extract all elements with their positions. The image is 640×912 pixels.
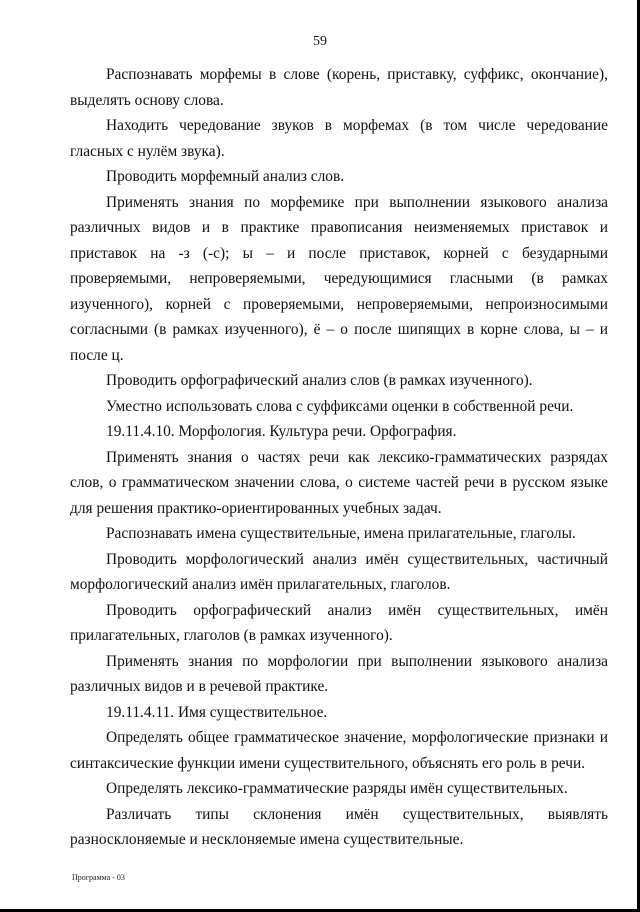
section-heading: 19.11.4.11. Имя существительное.	[106, 703, 328, 721]
page-footer: Программа - 03	[72, 873, 125, 882]
document-body	[70, 62, 608, 853]
page-number: 59	[313, 34, 327, 49]
paragraph: Определять общее грамматическое значение, морфологические признаки и синтаксические функции имени существительного, объяснять его роль в речи.	[70, 729, 608, 772]
paragraph: Проводить морфемный анализ слов.	[106, 168, 345, 185]
paragraph: Уместно использовать слова с суффиксами оценки в собственной речи.	[106, 397, 574, 415]
paragraph: Проводить орфографический анализ имён существительных, имён прилагательных, глаголов (в рамках изученного).	[70, 601, 608, 644]
paragraph: Проводить орфографический анализ слов (в рамках изученного).	[106, 372, 533, 389]
section-heading: 19.11.4.10. Морфология. Культура речи. Орфография.	[106, 423, 457, 440]
paragraph: Распознавать морфемы в слове (корень, приставку, суффикс, окончание), выделять основу слова.	[70, 66, 608, 109]
paragraph: Определять лексико-грамматические разряды имён существительных.	[106, 780, 568, 797]
paragraph: Применять знания по морфологии при выполнении языкового анализа различных видов и в речевой практике.	[70, 652, 608, 695]
paragraph: Различать типы склонения имён существительных, выявлять разносклоняемые и несклоняемые имена существительные.	[70, 805, 608, 848]
paragraph: Проводить морфологический анализ имён существительных, частичный морфологический анализ имён прилагательных, глаголов.	[70, 550, 608, 593]
paragraph: Применять знания по морфемике при выполнении языкового анализа различных видов и в практике правописания неизменяемых приставок и приставок на -з (-с); ы – и после приставок, корней с безударными проверяемыми, непроверяемыми, чередующимися гласными (в рамках изученного), корней с проверяемыми, непроверяемыми, непроизносимыми согласными (в рамках изученного), ё – о после шипящих в корне слова, ы – и после ц.	[70, 193, 608, 364]
paragraph: Распознавать имена существительные, имена прилагательные, глаголы.	[106, 525, 576, 542]
paragraph: Применять знания о частях речи как лексико-грамматических разрядах слов, о грамматическом значении слова, о системе частей речи в русском языке для решения практико-ориентированных учебных задач.	[70, 448, 608, 517]
paragraph: Находить чередование звуков в морфемах (в том числе чередование гласных с нулём звука).	[70, 117, 608, 160]
